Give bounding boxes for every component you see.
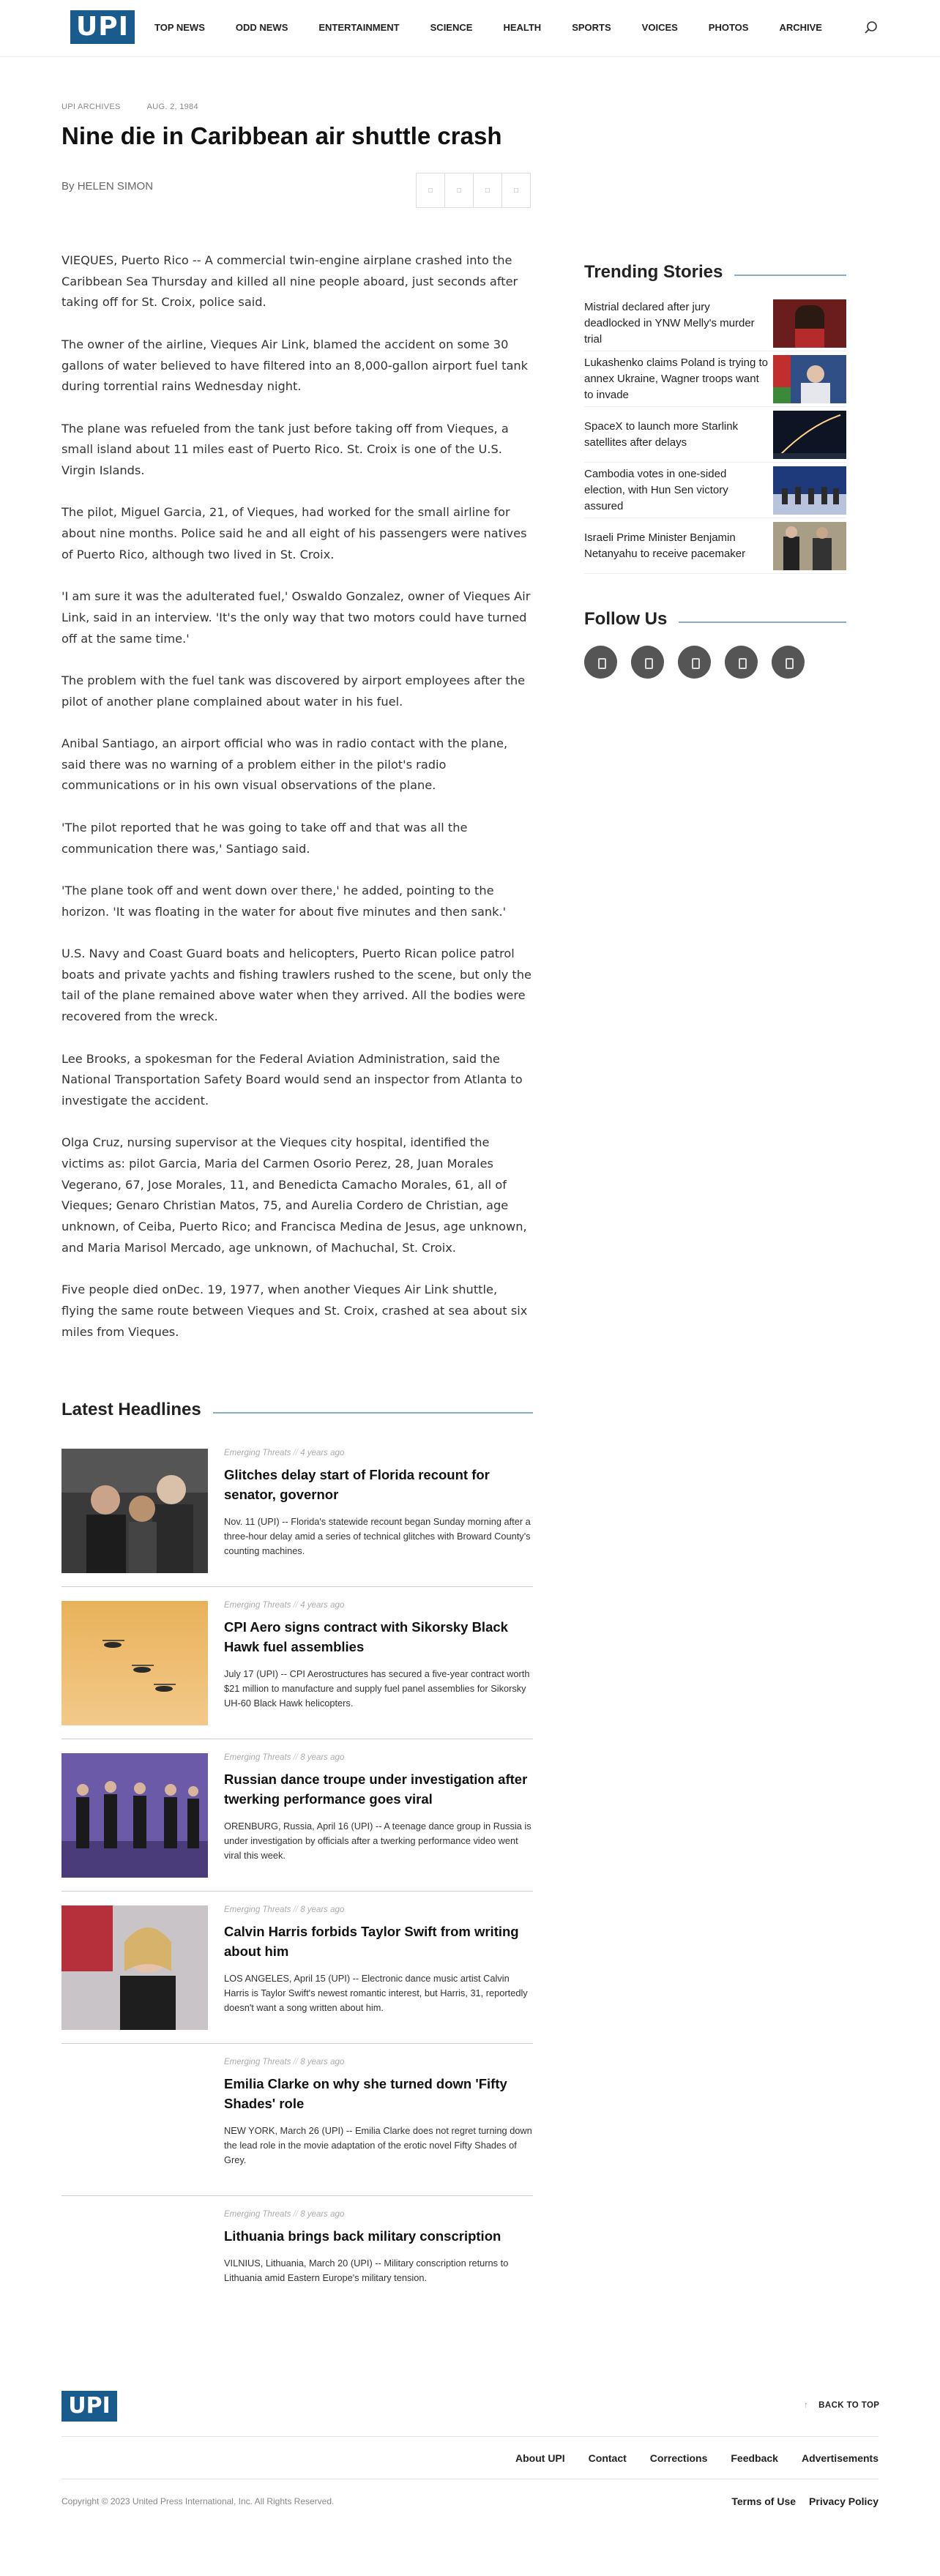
nav-odd-news[interactable]: ODD NEWS xyxy=(235,22,288,33)
headline-age: 4 years ago xyxy=(300,1449,345,1457)
headline-meta: Emerging Threats // 8 years ago xyxy=(224,1753,345,1762)
nav-archive[interactable]: ARCHIVE xyxy=(779,22,822,33)
headline-title[interactable]: Lithuania brings back military conscription xyxy=(224,2228,501,2244)
article-paragraph: Anibal Santiago, an airport official who was in radio contact with the plane, said there was no warning of a problem either in the pilot's radio communications or in his own visual observations of the plane. xyxy=(61,736,508,793)
share-email-icon[interactable]: □ xyxy=(473,173,502,208)
headline-description: LOS ANGELES, April 15 (UPI) -- Electronic dance music artist Calvin Harris is Taylor Swift's newest romantic interest, but Harris, 31, reportedly doesn't want a song written about him. xyxy=(224,1973,528,2013)
trending-thumbnail[interactable] xyxy=(773,299,846,348)
trending-thumbnail[interactable] xyxy=(773,411,846,459)
headline-age: 8 years ago xyxy=(300,2210,345,2219)
headline-item[interactable] xyxy=(61,2044,533,2196)
instagram-icon[interactable] xyxy=(678,646,711,679)
trending-item[interactable] xyxy=(584,351,846,407)
headline-age: 8 years ago xyxy=(300,1905,345,1914)
headline-text xyxy=(224,1905,533,2015)
rss-icon[interactable] xyxy=(772,646,805,679)
headline-title[interactable]: Emilia Clarke on why she turned down 'Fifty Shades' role xyxy=(224,2076,507,2111)
footer-link-corrections[interactable]: Corrections xyxy=(649,2452,708,2464)
nav-top-news[interactable]: TOP NEWS xyxy=(154,22,205,33)
title-rule xyxy=(213,1412,533,1414)
footer-link-feedback[interactable]: Feedback xyxy=(731,2452,778,2464)
headline-text xyxy=(224,2210,533,2285)
trending-item-title[interactable]: SpaceX to launch more Starlink satellites after delays xyxy=(584,419,739,449)
headline-age: 4 years ago xyxy=(300,1601,345,1610)
headline-description: July 17 (UPI) -- CPI Aerostructures has secured a five-year contract worth $21 million to manufacture and supply fuel panel assemblies for Sikorsky UH-60 Black Hawk helicopters. xyxy=(224,1668,530,1709)
headline-title[interactable]: Calvin Harris forbids Taylor Swift from writing about him xyxy=(224,1924,519,1959)
back-to-top-button[interactable] xyxy=(804,2401,879,2410)
article-paragraph: The pilot, Miguel Garcia, 21, of Vieques, had worked for the small airline for about nine months. Police said he and all eight of his passengers were natives of Puerto Rico, although two lived in St. Croix. xyxy=(61,505,527,561)
title-rule xyxy=(679,621,846,623)
article-paragraph: The problem with the fuel tank was discovered by airport employees after the pilot of another plane complained about water in his fuel. xyxy=(61,673,526,709)
arrow-up-icon: ↑ xyxy=(804,2401,809,2410)
footer-divider xyxy=(61,2436,879,2437)
sidebar xyxy=(584,262,846,679)
headline-title[interactable]: CPI Aero signs contract with Sikorsky Black Hawk fuel assemblies xyxy=(224,1619,508,1654)
nav-sports[interactable]: SPORTS xyxy=(572,22,611,33)
trending-item-title[interactable]: Lukashenko claims Poland is trying to annex Ukraine, Wagner troops want to invade xyxy=(584,356,768,401)
title-rule xyxy=(734,275,846,276)
nav-entertainment[interactable]: ENTERTAINMENT xyxy=(318,22,400,33)
headline-thumbnail[interactable] xyxy=(61,1449,208,1573)
headline-description: Nov. 11 (UPI) -- Florida's statewide recount began Sunday morning after a three-hour delay amid a series of technical glitches with Broward County's counting machines. xyxy=(224,1516,531,1556)
headline-meta: Emerging Threats // 8 years ago xyxy=(224,2210,345,2219)
share-comments-icon[interactable]: □ xyxy=(501,173,531,208)
headline-description: ORENBURG, Russia, April 16 (UPI) -- A teenage dance group in Russia is under investigation by officials after a twerking performance video went viral this week. xyxy=(224,1821,531,1861)
article-paragraph: The plane was refueled from the tank just before taking off from Vieques, a small island about 11 miles east of Puerto Rico. St. Croix is one of the U.S. Virgin Islands. xyxy=(61,421,509,477)
trending-thumbnail[interactable] xyxy=(773,522,846,570)
social-links xyxy=(584,646,846,679)
terms-of-use-link[interactable]: Terms of Use xyxy=(731,2495,797,2507)
article-paragraph: VIEQUES, Puerto Rico -- A commercial twin-engine airplane crashed into the Caribbean Sea Thursday and killed all nine people aboard, just seconds after taking off for St. Croix, police said. xyxy=(61,253,518,310)
footer-link-contact[interactable]: Contact xyxy=(588,2452,627,2464)
headline-meta: Emerging Threats // 4 years ago xyxy=(224,1449,345,1457)
trending-title: Trending Stories xyxy=(584,262,723,282)
legal-links xyxy=(718,2495,879,2507)
trending-item-title[interactable]: Cambodia votes in one-sided election, with Hun Sen victory assured xyxy=(584,467,728,512)
article-paragraph: The owner of the airline, Vieques Air Link, blamed the accident on some 30 gallons of water believed to have filtered into an 8,000-gallon airport fuel tank during torrential rains Wednesday night. xyxy=(61,337,529,394)
article-date: AUG. 2, 1984 xyxy=(146,102,198,111)
latest-title: Latest Headlines xyxy=(61,1400,201,1419)
article-paragraph: 'I am sure it was the adulterated fuel,' Oswaldo Gonzalez, owner of Vieques Air Link, said in an interview. 'It's the only way that two motors could have turned off at the same time.' xyxy=(61,589,531,646)
search-icon[interactable] xyxy=(862,19,880,37)
headline-category[interactable]: Emerging Threats xyxy=(224,1601,291,1610)
headline-title[interactable]: Glitches delay start of Florida recount for senator, governor xyxy=(224,1467,490,1502)
headline-text xyxy=(224,2058,533,2168)
headline-age: 8 years ago xyxy=(300,2058,345,2067)
trending-item[interactable] xyxy=(584,463,846,518)
headline-description: NEW YORK, March 26 (UPI) -- Emilia Clarke does not regret turning down the lead role in the movie adaptation of the erotic novel Fifty Shades of Grey. xyxy=(224,2125,532,2165)
share-twitter-icon[interactable]: □ xyxy=(444,173,474,208)
trending-item[interactable] xyxy=(584,407,846,463)
article-header xyxy=(61,102,533,151)
follow-header xyxy=(584,609,846,630)
byline xyxy=(61,180,153,193)
article-section[interactable]: UPI ARCHIVES xyxy=(61,102,121,111)
trending-item[interactable] xyxy=(584,518,846,574)
headline-meta: Emerging Threats // 8 years ago xyxy=(224,2058,345,2067)
footer-link-about[interactable]: About UPI xyxy=(515,2452,565,2464)
main-nav xyxy=(154,20,853,35)
nav-photos[interactable]: PHOTOS xyxy=(708,22,749,33)
headline-item[interactable] xyxy=(61,1739,533,1892)
nav-science[interactable]: SCIENCE xyxy=(430,22,473,33)
trending-item-title[interactable]: Mistrial declared after jury deadlocked in YNW Melly's murder trial xyxy=(584,300,755,346)
article-paragraph: Olga Cruz, nursing supervisor at the Vieques city hospital, identified the victims as: pilot Garcia, Maria del Carmen Osorio Perez, 28, Juan Morales Vegerano, 67, Jose Morales, 11, and Benedicta Camacho Morales, 61, all of Vieques; Genaro Christian Matos, 75, and Aurelia Cordero de Christian, age unknown, of Ceiba, Puerto Rico; and Francisca Medina de Jesus, age unknown, and Maria Marisol Mercado, age unknown, of Machuchal, St. Croix. xyxy=(61,1135,527,1255)
share-buttons xyxy=(417,173,531,208)
copyright: Copyright © 2023 United Press International, Inc. All Rights Reserved. xyxy=(61,2496,335,2506)
headline-item[interactable] xyxy=(61,1587,533,1739)
trending-thumbnail[interactable] xyxy=(773,466,846,515)
headline-text xyxy=(224,1753,533,1863)
trending-item-title[interactable]: Israeli Prime Minister Benjamin Netanyahu to receive pacemaker xyxy=(584,531,746,560)
headline-category[interactable]: Emerging Threats xyxy=(224,1449,291,1457)
nav-health[interactable]: HEALTH xyxy=(503,22,542,33)
headline-text xyxy=(224,1449,533,1558)
article-paragraph: 'The plane took off and went down over there,' he added, pointing to the horizon. 'It was floating in the water for about five minutes and then sank.' xyxy=(61,883,507,919)
article-body xyxy=(61,250,533,1364)
latest-list xyxy=(61,1435,533,2348)
nav-voices[interactable]: VOICES xyxy=(641,22,678,33)
follow-title: Follow Us xyxy=(584,609,668,629)
headline-item[interactable] xyxy=(61,1435,533,1587)
headline-category[interactable]: Emerging Threats xyxy=(224,2210,291,2219)
back-to-top-label: BACK TO TOP xyxy=(818,2401,880,2410)
headline-category[interactable]: Emerging Threats xyxy=(224,1753,291,1762)
headline-category[interactable]: Emerging Threats xyxy=(224,2058,291,2067)
footer-logo[interactable]: UPI xyxy=(61,2391,117,2422)
youtube-icon[interactable] xyxy=(725,646,758,679)
headline-item[interactable] xyxy=(61,1892,533,2044)
article-paragraph: U.S. Navy and Coast Guard boats and helicopters, Puerto Rican police patrol boats and private yachts and fishing trawlers rushed to the scene, but only the tail of the plane remained above water when they arrived. All the bodies were recovered from the wreck. xyxy=(61,947,531,1024)
article-meta xyxy=(61,102,533,111)
headline-description: VILNIUS, Lithuania, March 20 (UPI) -- Military conscription returns to Lithuania amid Eastern Europe's military tension. xyxy=(224,2258,509,2283)
headline-thumbnail[interactable] xyxy=(61,1601,208,1725)
latest-headlines xyxy=(61,1400,533,2348)
byline-prefix: By xyxy=(61,180,75,193)
trending-list xyxy=(584,296,846,574)
latest-header xyxy=(61,1400,533,1420)
article-paragraph: 'The pilot reported that he was going to take off and that was all the communication there was,' Santiago said. xyxy=(61,820,468,856)
trending-header xyxy=(584,262,846,283)
headline-title[interactable]: Russian dance troupe under investigation after twerking performance goes viral xyxy=(224,1772,528,1807)
article-paragraph: Lee Brooks, a spokesman for the Federal Aviation Administration, said the National Transportation Safety Board would send an inspector from Atlanta to investigate the accident. xyxy=(61,1051,523,1108)
article-title: Nine die in Caribbean air shuttle crash xyxy=(61,122,502,149)
follow-us-section xyxy=(584,609,846,679)
author-name[interactable]: HELEN SIMON xyxy=(77,180,154,193)
headline-age: 8 years ago xyxy=(300,1753,345,1762)
site-header xyxy=(0,0,940,57)
share-facebook-icon[interactable]: □ xyxy=(416,173,445,208)
headline-item[interactable] xyxy=(61,2196,533,2348)
headline-meta: Emerging Threats // 8 years ago xyxy=(224,1905,345,1914)
upi-logo[interactable]: UPI xyxy=(70,10,135,44)
footer-link-advertisements[interactable]: Advertisements xyxy=(801,2452,879,2464)
headline-thumbnail[interactable] xyxy=(61,1905,208,2030)
trending-thumbnail[interactable] xyxy=(773,355,846,403)
headline-category[interactable]: Emerging Threats xyxy=(224,1905,291,1914)
headline-thumbnail[interactable] xyxy=(61,1753,208,1878)
article-paragraph: Five people died onDec. 19, 1977, when another Vieques Air Link shuttle, flying the same route between Vieques and St. Croix, crashed at sea about six miles from Vieques. xyxy=(61,1283,528,1339)
footer-links xyxy=(492,2452,879,2464)
facebook-icon[interactable] xyxy=(584,646,617,679)
trending-item[interactable] xyxy=(584,296,846,351)
privacy-policy-link[interactable]: Privacy Policy xyxy=(809,2495,879,2507)
twitter-icon[interactable] xyxy=(631,646,664,679)
headline-meta: Emerging Threats // 4 years ago xyxy=(224,1601,345,1610)
headline-text xyxy=(224,1601,533,1711)
